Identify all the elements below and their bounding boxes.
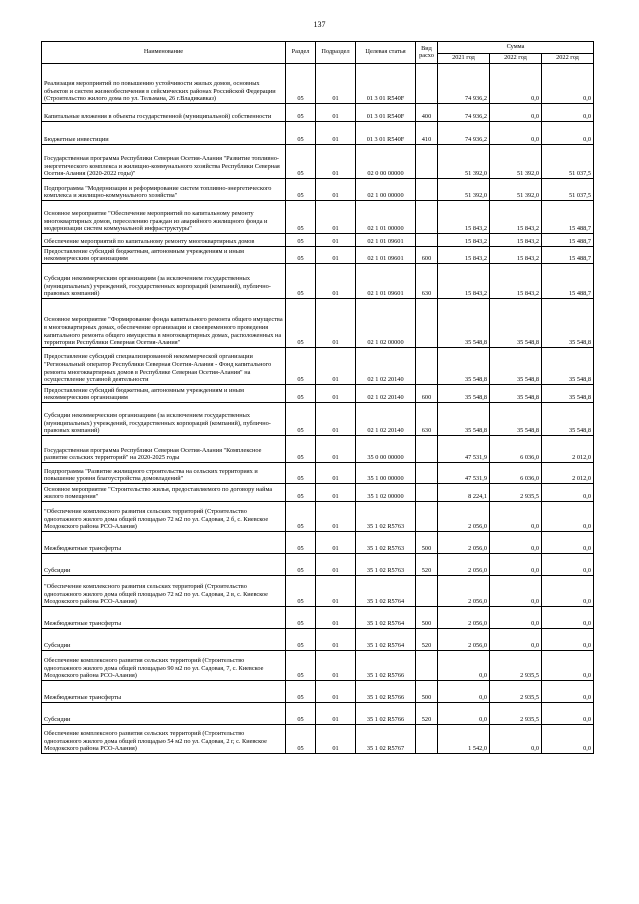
sum-2022-cell: 15 843,2 — [490, 201, 542, 234]
sum-2022-second-cell: 51 037,5 — [542, 145, 594, 179]
subsection-cell: 01 — [316, 502, 356, 532]
table-row — [42, 436, 594, 463]
sum-2021-cell: 47 531,9 — [438, 463, 490, 484]
target-article-cell: 02 1 02 20140 — [356, 348, 416, 385]
row-name-cell: Основное мероприятие "Формирование фонда капитального ремонта общего имущества в многоквартирных домах, обеспечение организации и своевременного проведения капитального ремонта общего имущества в многоквартирных домах, расположенных на территории Республики Северная Осетия-Алания" — [42, 299, 286, 348]
expense-type-cell — [416, 502, 438, 532]
sum-2022-cell: 0,0 — [490, 629, 542, 651]
sum-2022-cell: 15 843,2 — [490, 264, 542, 299]
table-row — [42, 385, 594, 403]
section-cell: 05 — [286, 725, 316, 754]
sum-2022-second-cell: 0,0 — [542, 484, 594, 502]
target-article-cell: 35 1 02 R5763 — [356, 532, 416, 554]
expense-type-cell — [416, 201, 438, 234]
expense-type-cell — [416, 725, 438, 754]
row-name-cell: Реализация мероприятий по повышению устойчивости жилых домов, основных объектов и систем жизнеобеспечения в сейсмических районах Российской Федерации (Строительство жилого дома по ул. Тельмана, 26 г.Владикавказ) — [42, 64, 286, 104]
sum-2022-cell: 0,0 — [490, 554, 542, 576]
row-name-cell: Подпрограмма "Модернизация и реформирование систем топливно-энергетического комплекса и жилищно-коммунального хозяйства" — [42, 179, 286, 201]
table-row — [42, 348, 594, 385]
target-article-cell: 35 0 00 00000 — [356, 436, 416, 463]
row-name-cell: Предоставление субсидий специализированной некоммерческой организации "Региональный оператор Республики Северная Осетия-Алания - Фонд капитального ремонта многоквартирных домов в Республике Северная Осетия-Алания" на осуществление уставной деятельности — [42, 348, 286, 385]
sum-2021-cell: 8 224,1 — [438, 484, 490, 502]
sum-2022-second-cell: 15 488,7 — [542, 264, 594, 299]
expense-type-cell: 520 — [416, 554, 438, 576]
sum-2022-cell: 0,0 — [490, 104, 542, 122]
subsection-cell: 01 — [316, 629, 356, 651]
target-article-cell: 02 0 00 00000 — [356, 145, 416, 179]
section-cell: 05 — [286, 201, 316, 234]
table-row — [42, 122, 594, 145]
sum-2022-second-cell: 15 488,7 — [542, 247, 594, 264]
expense-type-cell — [416, 436, 438, 463]
table-row — [42, 201, 594, 234]
subsection-cell: 01 — [316, 554, 356, 576]
sum-2021-cell: 0,0 — [438, 681, 490, 703]
row-name-cell: Обеспечение комплексного развития сельских территорий (Строительство одноэтажного жилого дома общей площадью 54 м2 по ул. Садовая, 2 г, с. Киевское Моздокского района РСО-Алания) — [42, 725, 286, 754]
row-name-cell: Субсидии — [42, 629, 286, 651]
table-row — [42, 463, 594, 484]
target-article-cell: 35 1 02 R5766 — [356, 703, 416, 725]
section-cell: 05 — [286, 629, 316, 651]
row-name-cell: Субсидии — [42, 554, 286, 576]
section-cell: 05 — [286, 681, 316, 703]
sum-2021-cell: 15 843,2 — [438, 264, 490, 299]
sum-2022-second-cell: 35 548,8 — [542, 299, 594, 348]
subsection-cell: 01 — [316, 385, 356, 403]
row-name-cell: Субсидии некоммерческим организациям (за исключением государственных (муниципальных) учреждений, государственных корпораций (компаний), публично-правовых компаний) — [42, 403, 286, 436]
header-target-article: Целевая статья — [356, 42, 416, 64]
table-body — [42, 64, 594, 754]
expense-type-cell: 400 — [416, 104, 438, 122]
target-article-cell: 35 1 00 00000 — [356, 463, 416, 484]
sum-2021-cell: 15 843,2 — [438, 247, 490, 264]
sum-2022-cell: 0,0 — [490, 576, 542, 607]
expense-type-cell — [416, 64, 438, 104]
target-article-cell: 02 1 01 09601 — [356, 234, 416, 247]
target-article-cell: 02 1 01 09601 — [356, 247, 416, 264]
row-name-cell: Основное мероприятие "Обеспечение мероприятий по капитальному ремонту многоквартирных домов, переселению граждан из аварийного жилищного фонда и модернизации систем коммунальной инфраструктуры" — [42, 201, 286, 234]
row-name-cell: Государственная программа Республики Северная Осетия-Алания "Развитие топливно-энергетического комплекса и жилищно-коммунального хозяйства Республики Северная Осетия-Алания (2020-2022 годы)" — [42, 145, 286, 179]
section-cell: 05 — [286, 104, 316, 122]
target-article-cell: 35 1 02 R5764 — [356, 576, 416, 607]
section-cell: 05 — [286, 145, 316, 179]
sum-2022-cell: 0,0 — [490, 607, 542, 629]
row-name-cell: Субсидии — [42, 703, 286, 725]
target-article-cell: 02 1 02 20140 — [356, 385, 416, 403]
sum-2022-second-cell: 0,0 — [542, 122, 594, 145]
expense-type-cell: 520 — [416, 703, 438, 725]
expense-type-cell — [416, 145, 438, 179]
expense-type-cell — [416, 299, 438, 348]
table-row — [42, 299, 594, 348]
row-name-cell: Предоставление субсидий бюджетным, автономным учреждениям и иным некоммерческим организациям — [42, 247, 286, 264]
section-cell: 05 — [286, 403, 316, 436]
sum-2021-cell: 74 936,2 — [438, 122, 490, 145]
sum-2022-second-cell: 0,0 — [542, 64, 594, 104]
sum-2022-second-cell: 0,0 — [542, 629, 594, 651]
sum-2022-second-cell: 0,0 — [542, 725, 594, 754]
table-row — [42, 681, 594, 703]
sum-2021-cell: 51 392,0 — [438, 145, 490, 179]
row-name-cell: Субсидии некоммерческим организациям (за исключением государственных (муниципальных) учреждений, государственных корпораций (компаний), публично-правовых компаний) — [42, 264, 286, 299]
expense-type-cell: 410 — [416, 122, 438, 145]
sum-2022-cell: 6 036,0 — [490, 463, 542, 484]
table-row — [42, 403, 594, 436]
table-row — [42, 502, 594, 532]
sum-2022-cell: 0,0 — [490, 122, 542, 145]
section-cell: 05 — [286, 484, 316, 502]
expense-type-cell: 520 — [416, 629, 438, 651]
table-row — [42, 607, 594, 629]
subsection-cell: 01 — [316, 403, 356, 436]
expense-type-cell — [416, 234, 438, 247]
row-name-cell: Межбюджетные трансферты — [42, 607, 286, 629]
subsection-cell: 01 — [316, 651, 356, 681]
table-row — [42, 651, 594, 681]
target-article-cell: 01 3 01 R540F — [356, 64, 416, 104]
table-row — [42, 532, 594, 554]
sum-2022-cell: 51 392,0 — [490, 145, 542, 179]
row-name-cell: Обеспечение мероприятий по капитальному ремонту многоквартирных домов — [42, 234, 286, 247]
sum-2022-cell: 2 935,5 — [490, 484, 542, 502]
sum-2021-cell: 2 056,0 — [438, 576, 490, 607]
sum-2022-cell: 15 843,2 — [490, 234, 542, 247]
sum-2022-second-cell: 0,0 — [542, 502, 594, 532]
subsection-cell: 01 — [316, 348, 356, 385]
sum-2021-cell: 35 548,8 — [438, 403, 490, 436]
sum-2022-second-cell: 15 488,7 — [542, 201, 594, 234]
sum-2021-cell: 51 392,0 — [438, 179, 490, 201]
target-article-cell: 35 1 02 R5766 — [356, 681, 416, 703]
section-cell: 05 — [286, 651, 316, 681]
sum-2021-cell: 0,0 — [438, 703, 490, 725]
row-name-cell: "Обеспечение комплексного развития сельских территорий (Строительство одноэтажного жилого дома общей площадью 72 м2 по ул. Садовая, 2 в, с. Киевское Моздокского района РСО-Алания) — [42, 576, 286, 607]
sum-2022-second-cell: 2 012,0 — [542, 463, 594, 484]
subsection-cell: 01 — [316, 264, 356, 299]
expense-type-cell — [416, 179, 438, 201]
section-cell: 05 — [286, 607, 316, 629]
sum-2021-cell: 2 056,0 — [438, 607, 490, 629]
target-article-cell: 02 1 01 09601 — [356, 264, 416, 299]
subsection-cell: 01 — [316, 576, 356, 607]
budget-table — [41, 41, 594, 754]
sum-2022-second-cell: 0,0 — [542, 607, 594, 629]
subsection-cell: 01 — [316, 463, 356, 484]
subsection-cell: 01 — [316, 201, 356, 234]
target-article-cell: 02 1 01 00000 — [356, 201, 416, 234]
table-row — [42, 247, 594, 264]
subsection-cell: 01 — [316, 145, 356, 179]
sum-2022-cell: 35 548,8 — [490, 403, 542, 436]
target-article-cell: 35 1 02 00000 — [356, 484, 416, 502]
sum-2022-cell: 6 036,0 — [490, 436, 542, 463]
sum-2021-cell: 2 056,0 — [438, 554, 490, 576]
sum-2022-cell: 2 935,5 — [490, 681, 542, 703]
section-cell: 05 — [286, 179, 316, 201]
header-section: Раздел — [286, 42, 316, 64]
subsection-cell: 01 — [316, 484, 356, 502]
row-name-cell: Подпрограмма "Развитие жилищного строительства на сельских территориях и повышение уровня благоустройства домовладений" — [42, 463, 286, 484]
row-name-cell: Межбюджетные трансферты — [42, 681, 286, 703]
row-name-cell: Предоставление субсидий бюджетным, автономным учреждениям и иным некоммерческим организациям — [42, 385, 286, 403]
section-cell: 05 — [286, 502, 316, 532]
subsection-cell: 01 — [316, 532, 356, 554]
row-name-cell: "Обеспечение комплексного развития сельских территорий (Строительство одноэтажного жилого дома общей площадью 72 м2 по ул. Садовая, 2 б, с. Киевское Моздокского района РСО-Алания) — [42, 502, 286, 532]
header-year-2022-second: 2022 год — [542, 54, 594, 64]
table-row — [42, 576, 594, 607]
sum-2022-second-cell: 0,0 — [542, 703, 594, 725]
section-cell: 05 — [286, 554, 316, 576]
sum-2022-second-cell: 15 488,7 — [542, 234, 594, 247]
expense-type-cell: 630 — [416, 403, 438, 436]
sum-2021-cell: 35 548,8 — [438, 385, 490, 403]
expense-type-cell: 630 — [416, 264, 438, 299]
sum-2021-cell: 15 843,2 — [438, 234, 490, 247]
sum-2021-cell: 2 056,0 — [438, 629, 490, 651]
header-year-2022: 2022 год — [490, 54, 542, 64]
target-article-cell: 02 1 00 00000 — [356, 179, 416, 201]
subsection-cell: 01 — [316, 64, 356, 104]
section-cell: 05 — [286, 122, 316, 145]
row-name-cell: Обеспечение комплексного развития сельских территорий (Строительство одноэтажного жилого дома общей площадью 90 м2 по ул. Садовая, 7, с. Киевское Моздокского района РСО-Алания) — [42, 651, 286, 681]
section-cell: 05 — [286, 703, 316, 725]
section-cell: 05 — [286, 532, 316, 554]
subsection-cell: 01 — [316, 104, 356, 122]
section-cell: 05 — [286, 348, 316, 385]
sum-2022-cell: 0,0 — [490, 64, 542, 104]
section-cell: 05 — [286, 436, 316, 463]
expense-type-cell: 500 — [416, 532, 438, 554]
header-subsection: Подраздел — [316, 42, 356, 64]
expense-type-cell — [416, 651, 438, 681]
section-cell: 05 — [286, 234, 316, 247]
subsection-cell: 01 — [316, 681, 356, 703]
table-row — [42, 179, 594, 201]
expense-type-cell: 500 — [416, 681, 438, 703]
section-cell: 05 — [286, 299, 316, 348]
page-number: 137 — [313, 20, 326, 29]
subsection-cell: 01 — [316, 122, 356, 145]
sum-2022-second-cell: 35 548,8 — [542, 348, 594, 385]
table-row — [42, 484, 594, 502]
target-article-cell: 35 1 02 R5764 — [356, 607, 416, 629]
sum-2022-second-cell: 0,0 — [542, 554, 594, 576]
row-name-cell: Межбюджетные трансферты — [42, 532, 286, 554]
subsection-cell: 01 — [316, 299, 356, 348]
sum-2022-second-cell: 0,0 — [542, 104, 594, 122]
table-row — [42, 64, 594, 104]
target-article-cell: 02 1 02 20140 — [356, 403, 416, 436]
sum-2022-second-cell: 51 037,5 — [542, 179, 594, 201]
sum-2021-cell: 35 548,8 — [438, 299, 490, 348]
target-article-cell: 35 1 02 R5767 — [356, 725, 416, 754]
expense-type-cell: 600 — [416, 385, 438, 403]
row-name-cell: Основное мероприятие "Строительство жилья, предоставляемого по договору найма жилого помещения" — [42, 484, 286, 502]
table-row — [42, 104, 594, 122]
subsection-cell: 01 — [316, 725, 356, 754]
table-row — [42, 725, 594, 754]
section-cell: 05 — [286, 385, 316, 403]
subsection-cell: 01 — [316, 703, 356, 725]
sum-2022-cell: 2 935,5 — [490, 651, 542, 681]
row-name-cell: Капитальные вложения в объекты государственной (муниципальной) собственности — [42, 104, 286, 122]
subsection-cell: 01 — [316, 179, 356, 201]
row-name-cell: Бюджетные инвестиции — [42, 122, 286, 145]
section-cell: 05 — [286, 463, 316, 484]
target-article-cell: 02 1 02 00000 — [356, 299, 416, 348]
expense-type-cell — [416, 576, 438, 607]
section-cell: 05 — [286, 264, 316, 299]
table-row — [42, 703, 594, 725]
header-expense-type: Вид расхо — [416, 42, 438, 64]
sum-2022-cell: 15 843,2 — [490, 247, 542, 264]
sum-2022-second-cell: 35 548,8 — [542, 385, 594, 403]
table-row — [42, 234, 594, 247]
header-year-2021: 2021 год — [438, 54, 490, 64]
section-cell: 05 — [286, 247, 316, 264]
subsection-cell: 01 — [316, 234, 356, 247]
table-row — [42, 629, 594, 651]
target-article-cell: 35 1 02 R5764 — [356, 629, 416, 651]
sum-2021-cell: 2 056,0 — [438, 532, 490, 554]
sum-2022-second-cell: 0,0 — [542, 532, 594, 554]
expense-type-cell: 600 — [416, 247, 438, 264]
subsection-cell: 01 — [316, 436, 356, 463]
target-article-cell: 35 1 02 R5763 — [356, 554, 416, 576]
sum-2022-second-cell: 0,0 — [542, 651, 594, 681]
sum-2021-cell: 0,0 — [438, 651, 490, 681]
header-sum: Сумма — [438, 42, 594, 54]
section-cell: 05 — [286, 64, 316, 104]
expense-type-cell — [416, 463, 438, 484]
sum-2022-cell: 35 548,8 — [490, 385, 542, 403]
header-name: Наименование — [42, 42, 286, 64]
target-article-cell: 01 3 01 R540F — [356, 104, 416, 122]
expense-type-cell: 500 — [416, 607, 438, 629]
subsection-cell: 01 — [316, 247, 356, 264]
expense-type-cell — [416, 348, 438, 385]
sum-2021-cell: 2 056,0 — [438, 502, 490, 532]
table-row — [42, 145, 594, 179]
target-article-cell: 01 3 01 R540F — [356, 122, 416, 145]
sum-2021-cell: 35 548,8 — [438, 348, 490, 385]
sum-2022-cell: 0,0 — [490, 532, 542, 554]
subsection-cell: 01 — [316, 607, 356, 629]
sum-2021-cell: 47 531,9 — [438, 436, 490, 463]
sum-2022-second-cell: 35 548,8 — [542, 403, 594, 436]
sum-2022-cell: 0,0 — [490, 502, 542, 532]
target-article-cell: 35 1 02 R5766 — [356, 651, 416, 681]
sum-2022-cell: 51 392,0 — [490, 179, 542, 201]
sum-2022-cell: 2 935,5 — [490, 703, 542, 725]
sum-2022-second-cell: 0,0 — [542, 681, 594, 703]
sum-2022-cell: 0,0 — [490, 725, 542, 754]
table-row — [42, 264, 594, 299]
sum-2021-cell: 1 542,0 — [438, 725, 490, 754]
sum-2021-cell: 74 936,2 — [438, 64, 490, 104]
target-article-cell: 35 1 02 R5763 — [356, 502, 416, 532]
sum-2022-cell: 35 548,8 — [490, 299, 542, 348]
row-name-cell: Государственная программа Республики Северная Осетия-Алания "Комплексное развитие сельских территорий" на 2020-2025 годы — [42, 436, 286, 463]
table-row — [42, 554, 594, 576]
sum-2022-second-cell: 0,0 — [542, 576, 594, 607]
sum-2021-cell: 15 843,2 — [438, 201, 490, 234]
sum-2022-second-cell: 2 012,0 — [542, 436, 594, 463]
expense-type-cell — [416, 484, 438, 502]
section-cell: 05 — [286, 576, 316, 607]
sum-2021-cell: 74 936,2 — [438, 104, 490, 122]
sum-2022-cell: 35 548,8 — [490, 348, 542, 385]
